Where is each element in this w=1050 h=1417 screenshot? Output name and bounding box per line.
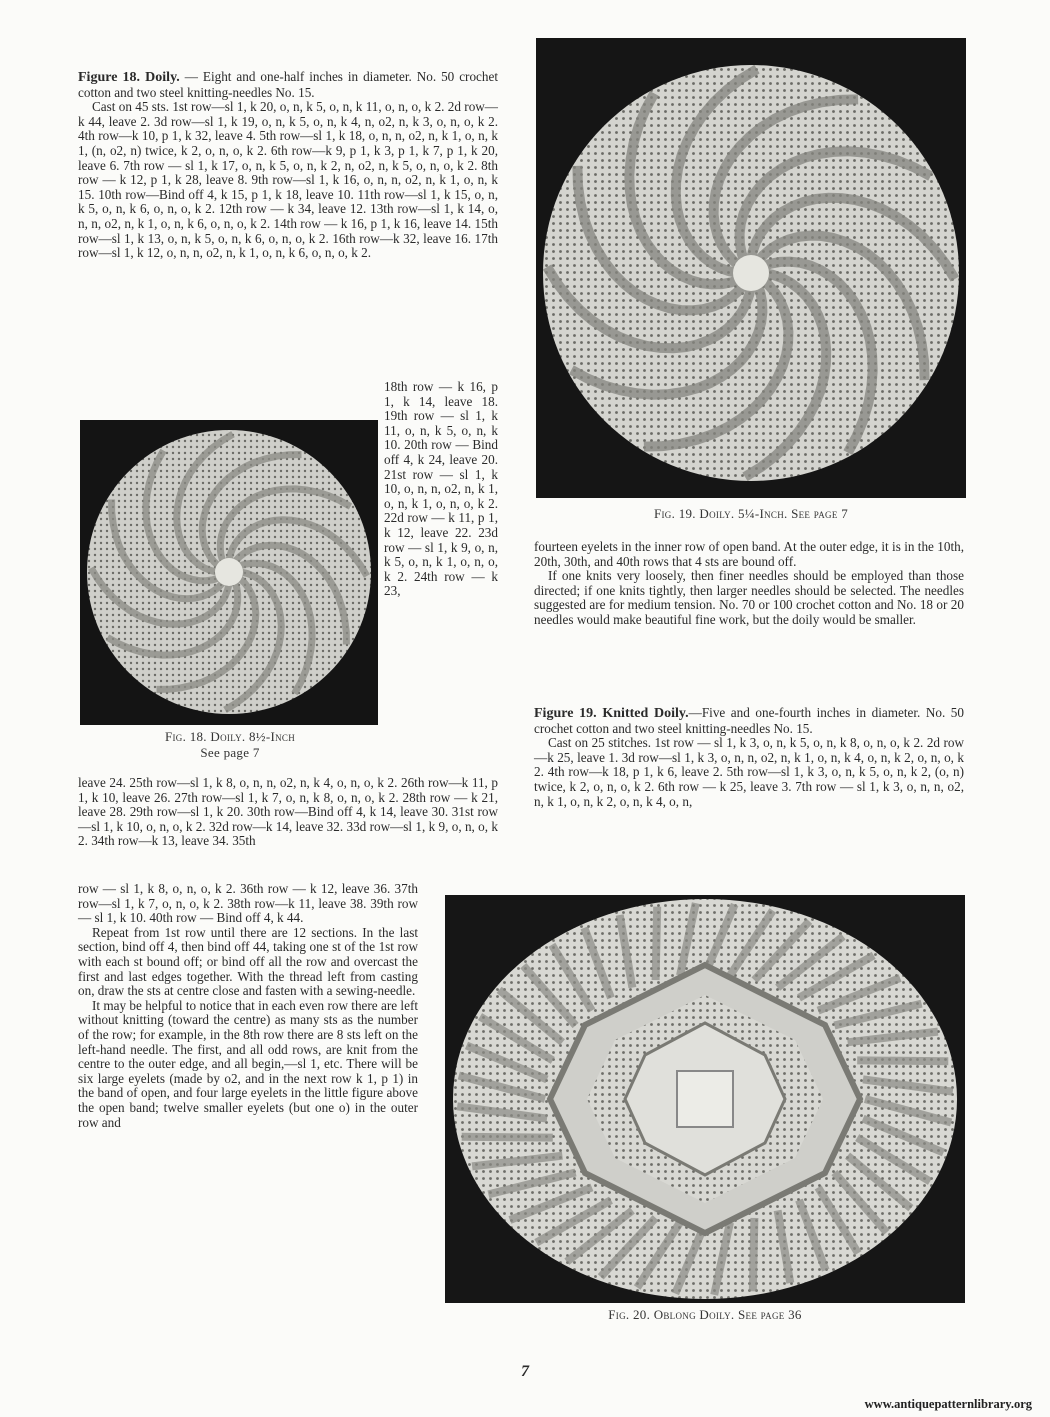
fig18-caption: Fig. 18. Doily. 8½-Inch <box>164 729 296 744</box>
fig18-caption-sub: See page 7 <box>200 745 260 760</box>
fig19-intro: —Five and one-fourth inches in diameter. No. 50 crochet cotton and two steel knitting-needles No. 15. <box>534 705 964 736</box>
fig18-instructions: Cast on 45 sts. 1st row—sl 1, k 20, o, n, k 5, o, n, k 11, o, n, o, k 2. 2d row—k 44, leave 2. 3d row—sl 1, k 19, o, n, k 5, o, n, k 4, n, o2, n, k 3, o, n, o, k 2. 4th row—k 10, p 1, k 32, leave 4. 5th row—sl 1, k 18, o, n, n, o2, n, k 1, o, n, k 1, (n, o2, n) twice, k 2, o, n, o, k 2. 6th row—k 9, p 1, k 3, p 1, k 7, p 1, k 20, leave 6. 7th row — sl 1, k 17, o, n, k 5, o, n, k 2, n, o2, n, k 5, o, n, o, k 2. 8th row — k 12, p 1, k 28, leave 8. 9th row—sl 1, k 16, o, n, n, o2, n, k 1, o, n, k 15. 10th row—Bind off 4, k 15, p 1, k 18, leave 10. 11th row—sl 1, k 15, o, n, k 5, o, n, k 6, o, n, o, k 2. 12th row — k 34, leave 12. 13th row—sl 1, k 14, o, n, n, o2, n, k 1, o, n, k 6, o, n, o, k 2. 14th row — k 16, p 1, k 16, leave 14. 15th row—sl 1, k 13, o, n, k 5, o, n, k 6, o, n, o, k 2. 16th row—k 32, leave 16. 17th row—sl 1, k 12, o, n, n, o2, n, k 1, o, n, k 6, o, n, o, k 2. <box>78 99 498 261</box>
fig18-narrow-text: 18th row — k 16, p 1, k 14, leave 18. 19th row — sl 1, k 11, o, n, k 5, o, n, k 10. 20th row — Bind off 4, k 24, leave 20. 21st row — sl 1, k 10, o, n, n, o2, n, k 1, o, n, k 1, o, n, o, k 2. 22d row — k 11, p 1, k 12, leave 22. 23d row — sl 1, k 9, o, n, k 5, o, n, k 1, o, n, o, k 2. 24th row — k 23, <box>384 379 498 599</box>
right-text-p2: If one knits very loosely, then finer needles should be employed than those directed; if one knits tightly, then larger needles should be selected. The needles suggested are for medium tension. No. 70 or 100 crochet cotton and No. 18 or 20 needles would make beautiful fine work, but the doily would be smaller. <box>534 568 964 627</box>
fig18-continued-text-2: row — sl 1, k 8, o, n, o, k 2. 36th row — k 12, leave 36. 37th row—sl 1, k 7, o, n, o, k 2. 38th row—k 11, leave 38. 39th row — sl 1, k 10. 40th row — Bind off 4, k 44. <box>78 881 418 926</box>
fig18-intro <box>78 70 498 261</box>
fig18-continued-text: leave 24. 25th row—sl 1, k 8, o, n, n, o2, n, k 4, o, n, o, k 2. 26th row—k 11, p 1, k 10, leave 26. 27th row—sl 1, k 7, o, n, k 8, o, n, o, k 2. 28th row — k 21, leave 28. 29th row—sl 1, k 20. 30th row—Bind off 4, k 14, leave 30. 31st row—sl 1, k 10, o, n, o, k 2. 32d row—k 14, leave 32. 33d row—sl 1, k 9, o, n, o, k 2. 34th row—k 13, leave 34. 35th <box>78 775 498 849</box>
fig18-continued-2 <box>78 882 418 1130</box>
fig19-rows-text: Cast on 25 stitches. 1st row — sl 1, k 3, o, n, k 5, o, n, k 8, o, n, o, k 2. 2d row—k 25, leave 1. 3d row—sl 1, k 3, o, n, n, o2, n, k 1, o, n, k 4, o, n, k 2, o, n, o, k 2. 4th row—k 18, p 1, k 6, leave 2. 5th row—sl 1, k 3, o, n, k 5, o, n, k 2, (o, n) twice, k 2, o, n, o, k 2. 6th row — k 25, leave 3. 7th row — sl 1, k 3, o, n, n, o2, n, k 1, o, n, k 2, o, n, k 4, o, n, <box>534 735 964 809</box>
right-text-p1: fourteen eyelets in the inner row of open band. At the outer edge, it is in the 10th, 20th, 30th, and 40th rows that 4 sts are bound off. <box>534 539 964 569</box>
fig18-intro-rest: — Eight and one-half inches in diameter. No. 50 crochet cotton and two steel knitting-needles No. 15. <box>78 69 498 100</box>
page-number: 7 <box>521 1363 529 1380</box>
website-url: www.antiquepatternlibrary.org <box>864 1397 1032 1411</box>
fig19-caption: Fig. 19. Doily. 5¼-Inch. See page 7 <box>653 506 849 521</box>
fig19-instructions <box>534 706 964 809</box>
fig20-caption: Fig. 20. Oblong Doily. See page 36 <box>608 1307 802 1322</box>
fig18-narrow-column <box>384 380 498 599</box>
fig19-heading: Figure 19. Knitted Doily. <box>534 706 689 721</box>
right-column-text <box>534 540 964 628</box>
fig18-repeat-text: Repeat from 1st row until there are 12 sections. In the last section, bind off 4, then bind off 44, taking one st of the 1st row with each st bound off; or bind off all the row and overcast the first and last edges together. With the thread left from casting on, draw the sts at centre close and fasten with a sewing-needle. <box>78 924 418 999</box>
fig20-doily-image <box>445 895 965 1303</box>
fig19-doily-image <box>536 38 966 498</box>
fig18-heading: Figure 18. Doily. <box>78 70 180 85</box>
fig18-notice-text: It may be helpful to notice that in each even row there are left without knitting (toward the centre) as many sts as the number of the row; for example, in the 8th row there are 8 sts left on the left-hand needle. The first, and all odd rows, are knit from the centre to the outer edge, and all begin,—sl 1, etc. There will be six large eyelets (made by o2, and in the next row k 1, p 1) in the band of open, and four large eyelets in the little figure above the open band; twelve smaller eyelets (but one o) in the outer row and <box>78 997 418 1130</box>
fig18-doily-image <box>80 420 378 725</box>
fig18-continued <box>78 776 498 849</box>
